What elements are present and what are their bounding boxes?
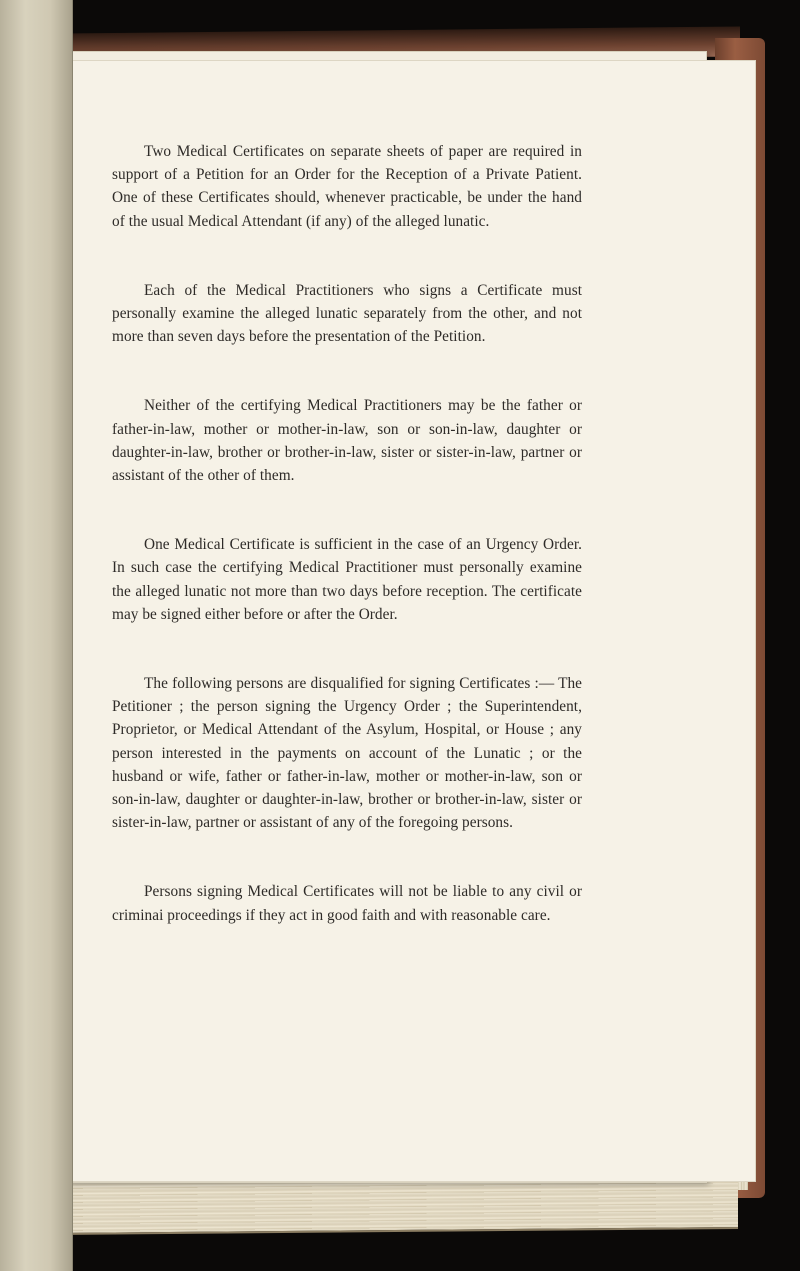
document-body: [112, 140, 582, 973]
paragraph: Neither of the certifying Medical Practitioners may be the father or father-in-law, mother or mother-in-law, son or son-in-law, daughter or daughter-in-law, brother or brother-in-law, sister or sister-in-law, partner or assistant of the other of them.: [112, 397, 582, 485]
book-binding: [0, 0, 73, 1271]
paragraph: Two Medical Certificates on separate sheets of paper are required in support of a Petition for an Order for the Reception of a Private Patient. One of these Certificates should, whenever practicable, be under the hand of the usual Medical Attendant (if any) of the alleged lunatic.: [112, 143, 582, 230]
paragraph: The following persons are disqualified for signing Certificates :— The Petitioner ; the person signing the Urgency Order ; the Superintendent, Proprietor, or Medical Attendant of the Asylum, Hospital, or House ; any person interested in the payments on account of the Lunatic ; or the husband or wife, father or father-in-law, mother or mother-in-law, son or son-in-law, daughter or daughter-in-law, brother or brother-in-law, sister or sister-in-law, partner or assistant of any of the foregoing persons.: [112, 675, 582, 832]
paragraph: One Medical Certificate is sufficient in the case of an Urgency Order. In such case the certifying Medical Practitioner must personally examine the alleged lunatic not more than two days before reception. The certificate may be signed either before or after the Order.: [112, 536, 582, 623]
paragraph: Persons signing Medical Certificates will not be liable to any civil or criminai proceedings if they act in good faith and with reasonable care.: [112, 883, 582, 924]
paragraph: Each of the Medical Practitioners who signs a Certificate must personally examine the alleged lunatic separately from the other, and not more than seven days before the presentation of the Petition.: [112, 281, 582, 346]
